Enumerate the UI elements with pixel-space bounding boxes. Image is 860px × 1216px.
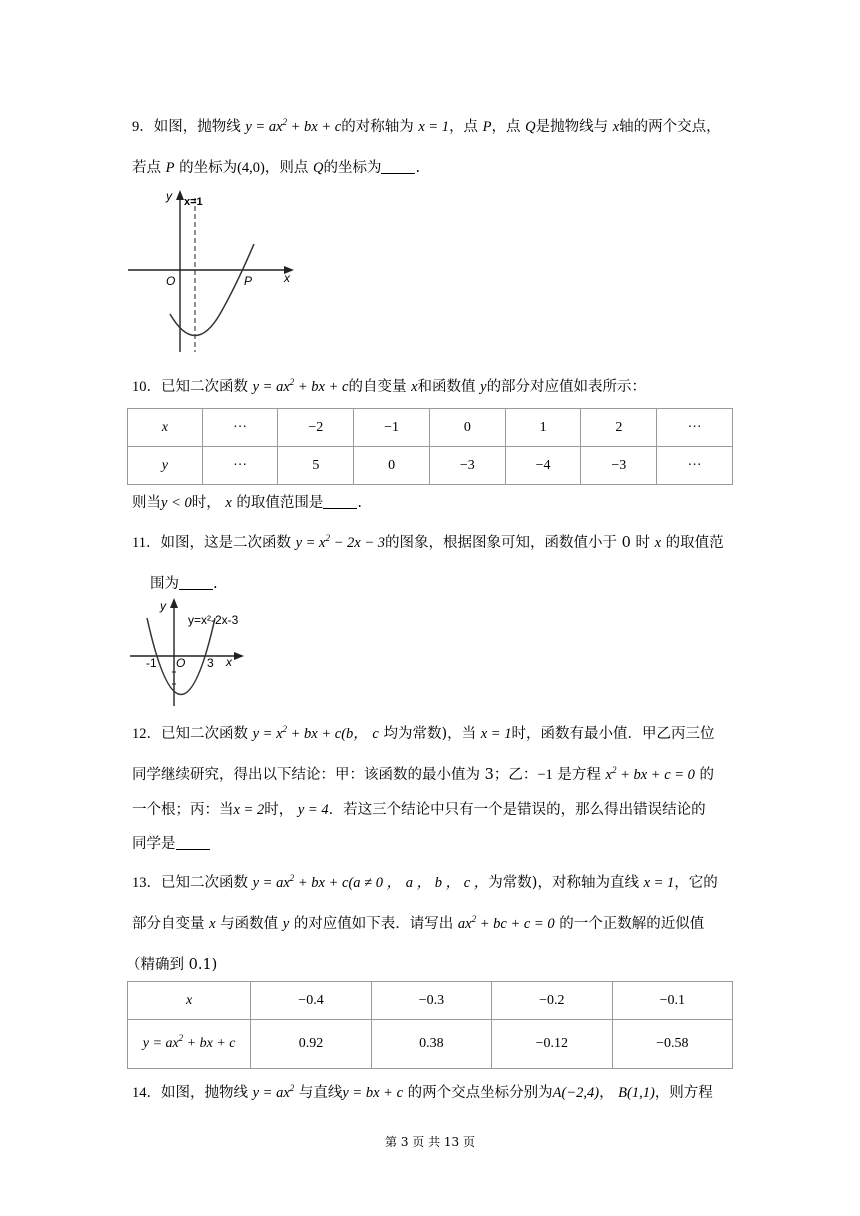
q12-equation: $y = x^2$ + bx + c(b，: [252, 724, 368, 742]
q9-parabola-graph: [126, 186, 298, 356]
table-row: y ··· 5 0 −3 −4 −3 ···: [128, 447, 733, 485]
q12-line-4: 同学是: [132, 834, 210, 854]
table-row: x −0.4 −0.3 −0.2 −0.1: [128, 982, 733, 1020]
q9-line-1: 9．如图，抛物线 $y = ax^2$ + bx + c的对称轴为 x = 1，点 P，点 Q是抛物线与 x轴的两个交点，: [132, 117, 721, 135]
q12-line-3: 一个根；丙：当x = 2时， y = 4．若这三个结论中只有一个是错误的，那么得出错误结论的: [132, 802, 706, 818]
answer-blank[interactable]: [176, 835, 210, 850]
q9-equation: $y = ax^2$ + bx + c: [245, 117, 342, 135]
x-axis-label: x: [284, 271, 290, 285]
q11-line-2: 围为 .: [150, 576, 218, 592]
table-row: x ··· −2 −1 0 1 2 ···: [128, 409, 733, 447]
symmetry-axis-label: x=1: [184, 196, 203, 208]
q13-value-table: [127, 981, 733, 1069]
q12-line-1: 12．已知二次函数 $y = x^2$ + bx + c(b， c 均为常数)，当 x = 1时，函数有最小值．甲乙丙三位: [132, 724, 715, 742]
q12-number: 12．: [132, 726, 161, 742]
q12-line-2: 同学继续研究，得出以下结论：甲：该函数的最小值为 3；乙：−1 是方程 $x^2$ + bx + c = 0 的: [132, 765, 715, 783]
table-row: $y = ax^2$ + bx + c 0.92 0.38 −0.12 −0.58: [128, 1020, 733, 1069]
q14-line-1: 14．如图，抛物线 $y = ax^2$ 与直线y = bx + c 的两个交点坐标分别为A(−2,4)， B(1,1)，则方程: [132, 1083, 713, 1101]
point-p-label: P: [244, 274, 253, 288]
page-footer: 第 3 页 共 13 页: [385, 1135, 475, 1149]
q9-line-2: 若点 P 的坐标为(4,0)，则点 Q的坐标为 .: [132, 160, 421, 176]
q10-equation: $y = ax^2$ + bx + c: [252, 377, 349, 395]
y-axis-label: y: [166, 189, 172, 203]
curve-label: y=x²-2x-3: [188, 613, 239, 627]
q13-equation: $y = ax^2$ + bx + c(a ≠ 0 ，: [252, 873, 402, 891]
answer-blank[interactable]: [179, 575, 213, 590]
q11-parabola-graph: [128, 596, 246, 708]
q10-value-table: [127, 408, 733, 485]
origin-label: O: [176, 656, 186, 670]
answer-blank[interactable]: [381, 159, 415, 174]
function-header-cell: $y = ax^2$ + bx + c: [128, 1020, 251, 1069]
q14-number: 14．: [132, 1085, 161, 1101]
y-axis-label: y: [160, 599, 166, 613]
q13-line-3: （精确到 0.1): [126, 957, 218, 973]
q11-equation: $y = x^2 - 2x - 3$: [295, 533, 385, 551]
q9-number: 9．: [132, 119, 154, 135]
q13-number: 13．: [132, 875, 161, 891]
root-neg1-label: -1: [146, 656, 157, 670]
q11-number: 11．: [132, 535, 161, 551]
q10-stem: 10．已知二次函数 $y = ax^2$ + bx + c的自变量 x和函数值 y的部分对应值如表所示：: [132, 377, 647, 395]
answer-blank[interactable]: [323, 494, 357, 509]
q13-line-1: 13．已知二次函数 $y = ax^2$ + bx + c(a ≠ 0 ， a ， b ， c ，为常数)，对称轴为直线 x = 1，它的: [132, 873, 718, 891]
q10-number: 10．: [132, 379, 161, 395]
q11-line-1: 11．如图，这是二次函数 $y = x^2 - 2x - 3$的图象，根据图象可知，函数值小于 0 时 x 的取值范: [132, 533, 724, 551]
root-3-label: 3: [207, 656, 214, 670]
x-axis-label: x: [226, 655, 232, 669]
q13-line-2: 部分自变量 x 与函数值 y 的对应值如下表．请写出 $ax^2$ + bc + c = 0 的一个正数解的近似值: [132, 914, 705, 932]
q10-question: 则当y < 0时， x 的取值范围是 .: [132, 495, 362, 511]
origin-label: O: [166, 274, 176, 288]
